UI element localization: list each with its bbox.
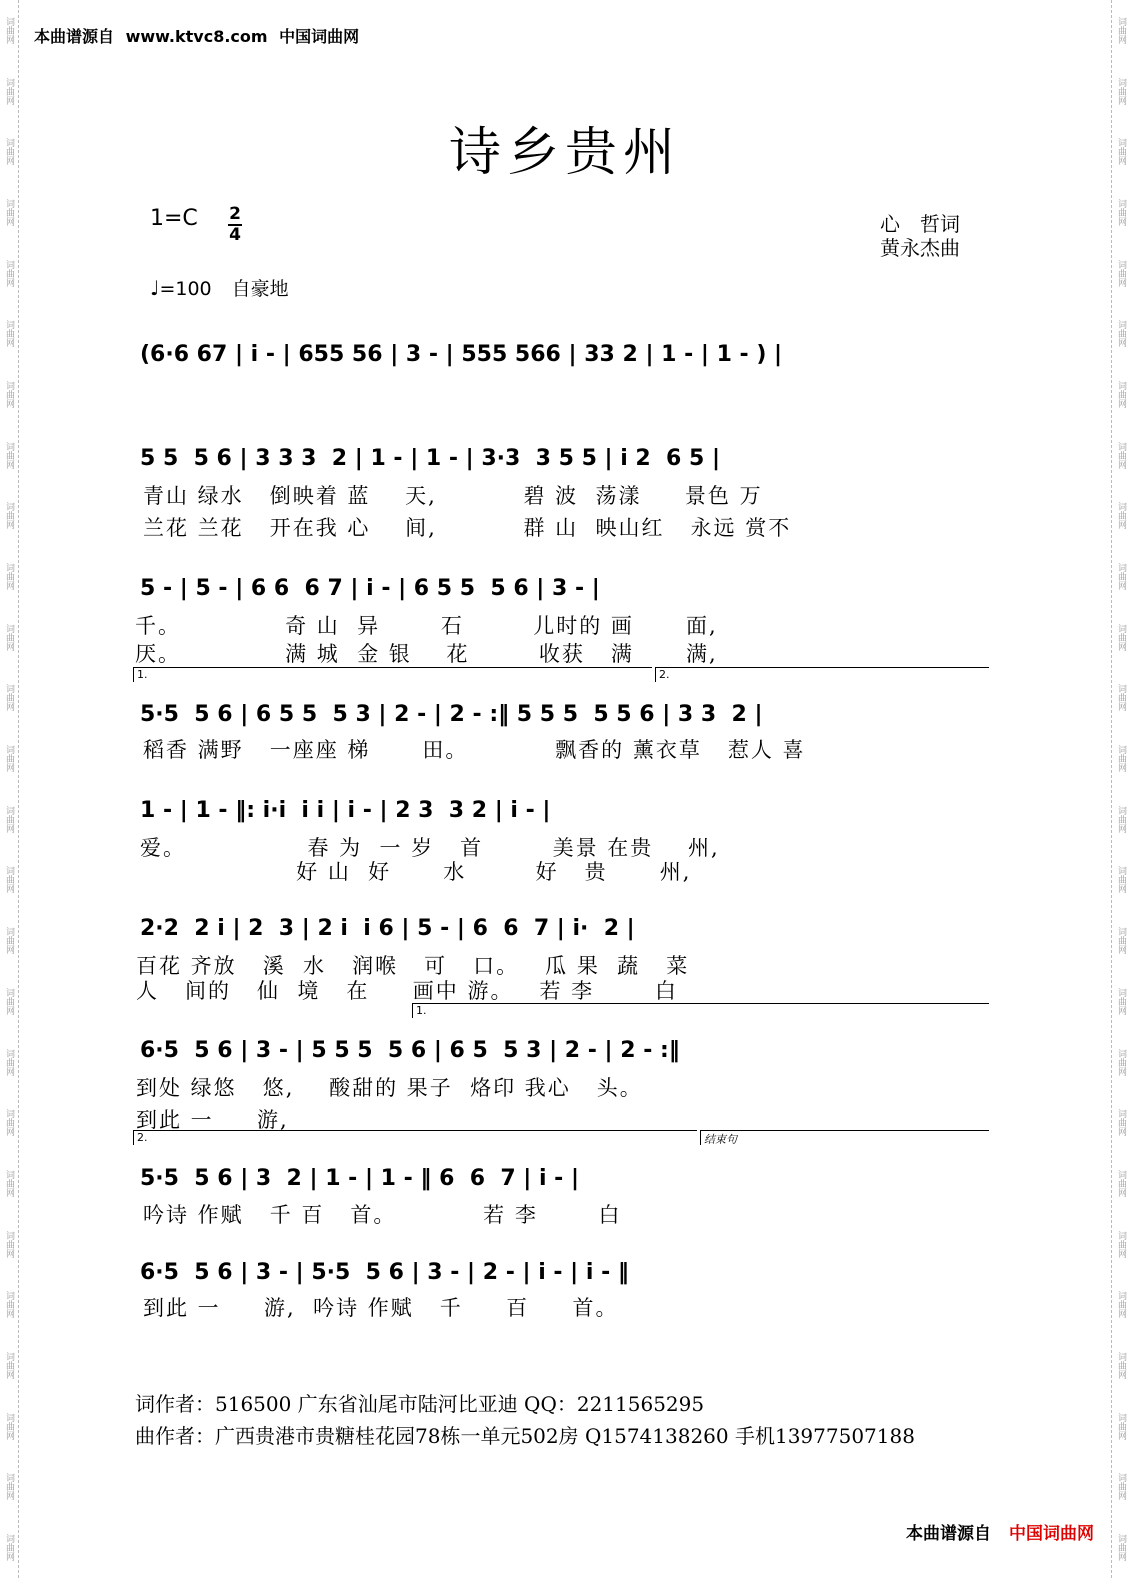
lyrics-verse-1: 到处 绿悠 悠, 酸甜的 果子 烙印 我心 头。 xyxy=(136,1076,643,1100)
source-url[interactable]: www.ktvc8.com xyxy=(125,27,268,46)
footer-site-name[interactable]: 中国词曲网 xyxy=(1009,1524,1094,1544)
score-system xyxy=(140,1254,990,1294)
lyrics-verse-1: 稻香 满野 一座座 梯 田。 飘香的 薰衣草 惹人 喜 xyxy=(143,738,806,762)
watermark-glyph: 词曲网 xyxy=(1116,745,1126,773)
watermark-glyph: 词曲网 xyxy=(1116,684,1126,712)
lyricist-credit: 心 哲词 xyxy=(880,212,960,236)
watermark-glyph: 词曲网 xyxy=(4,987,14,1015)
watermark-glyph: 词曲网 xyxy=(4,563,14,591)
notation-row: 5 5 5 6 | 3 3 3 2 | 1 - | 1 - | 3·3 3 5 5 | i 2 6 5 | xyxy=(140,445,721,471)
score-system xyxy=(140,1032,990,1072)
watermark-glyph: 词曲网 xyxy=(4,259,14,287)
watermark-glyph: 词曲网 xyxy=(4,1169,14,1197)
score-system xyxy=(140,1160,990,1200)
score-system xyxy=(140,440,990,480)
footer-source-label: 本曲谱源自 xyxy=(906,1524,991,1544)
watermark-glyph: 词曲网 xyxy=(4,320,14,348)
source-site-name: 中国词曲网 xyxy=(279,27,360,46)
watermark-glyph: 词曲网 xyxy=(4,1109,14,1137)
watermark-glyph: 词曲网 xyxy=(1116,623,1126,651)
watermark-glyph: 词曲网 xyxy=(4,16,14,44)
score-system xyxy=(140,696,990,736)
key-signature: 1=C xyxy=(150,206,198,231)
watermark-glyph: 词曲网 xyxy=(1116,380,1126,408)
watermark-glyph: 词曲网 xyxy=(1116,987,1126,1015)
volta-first-ending: 1. xyxy=(412,1003,989,1018)
watermark-glyph: 词曲网 xyxy=(1116,441,1126,469)
coda-ending-label: 结束句 xyxy=(700,1130,989,1145)
notation-row: 6·5 5 6 | 3 - | 5·5 5 6 | 3 - | 2 - | i - | i - ‖ xyxy=(140,1259,629,1285)
score-system xyxy=(140,336,990,376)
watermark-glyph: 词曲网 xyxy=(4,866,14,894)
score-system xyxy=(140,792,990,832)
watermark-glyph: 词曲网 xyxy=(1116,1169,1126,1197)
score-system xyxy=(140,570,990,610)
lyrics-verse-1: 爱。 春 为 一 岁 首 美景 在贵 州, xyxy=(140,836,720,860)
lyrics-verse-1: 百花 齐放 溪 水 润喉 可 口。 瓜 果 蔬 菜 xyxy=(136,954,690,978)
watermark-glyph: 词曲网 xyxy=(4,198,14,226)
notation-row: 5·5 5 6 | 3 2 | 1 - | 1 - ‖ 6 6 7 | i - | xyxy=(140,1165,580,1191)
source-label: 本曲谱源自 xyxy=(34,27,115,46)
watermark-glyph: 词曲网 xyxy=(1116,1412,1126,1440)
composer-contact: 曲作者：广西贵港市贵糖桂花园78栋一单元502房 Q1574138260 手机13977507188 xyxy=(135,1424,915,1448)
lyrics-verse-1: 到此 一 游, 吟诗 作赋 千 百 首。 xyxy=(143,1296,619,1320)
expression-mark: 自豪地 xyxy=(231,278,289,300)
watermark-glyph: 词曲网 xyxy=(1116,198,1126,226)
footer-source xyxy=(906,1519,1094,1544)
notation-row: 5·5 5 6 | 6 5 5 5 3 | 2 - | 2 - :‖ 5 5 5 5 5 6 | 3 3 2 | xyxy=(140,701,763,727)
credits xyxy=(880,212,960,260)
notation-row: 2·2 2 i | 2 3 | 2 i i 6 | 5 - | 6 6 7 | i· 2 | xyxy=(140,915,635,941)
watermark-glyph: 词曲网 xyxy=(1116,1351,1126,1379)
volta-first-ending: 1. xyxy=(133,667,652,682)
watermark-glyph: 词曲网 xyxy=(1116,1291,1126,1319)
watermark-glyph: 词曲网 xyxy=(4,77,14,105)
watermark-glyph: 词曲网 xyxy=(4,380,14,408)
watermark-glyph: 词曲网 xyxy=(4,1351,14,1379)
watermark-glyph: 词曲网 xyxy=(1116,320,1126,348)
watermark-glyph: 词曲网 xyxy=(1116,1534,1126,1562)
watermark-glyph: 词曲网 xyxy=(1116,563,1126,591)
watermark-glyph: 词曲网 xyxy=(4,1473,14,1501)
watermark-glyph: 词曲网 xyxy=(4,927,14,955)
watermark-glyph: 词曲网 xyxy=(1116,1109,1126,1137)
lyrics-verse-2: 人 间的 仙 境 在 画中 游。 若 李 白 xyxy=(136,979,678,1003)
lyrics-verse-2: 到此 一 游, xyxy=(136,1108,289,1132)
watermark-glyph: 词曲网 xyxy=(1116,77,1126,105)
header-source xyxy=(34,24,365,47)
time-sig-bottom: 4 xyxy=(229,225,241,245)
watermark-glyph: 词曲网 xyxy=(4,805,14,833)
tempo-value: =100 xyxy=(159,278,212,300)
watermark-glyph: 词曲网 xyxy=(1116,502,1126,530)
watermark-glyph: 词曲网 xyxy=(1116,1048,1126,1076)
watermark-glyph: 词曲网 xyxy=(4,745,14,773)
watermark-glyph: 词曲网 xyxy=(1116,259,1126,287)
notation-row: 5 - | 5 - | 6 6 6 7 | i - | 6 5 5 5 6 | 3 - | xyxy=(140,575,600,601)
watermark-glyph: 词曲网 xyxy=(4,441,14,469)
notation-row: (6·6 67 | i - | 655 56 | 3 - | 555 566 | 33 2 | 1 - | 1 - ) | xyxy=(140,341,783,367)
notation-row: 6·5 5 6 | 3 - | 5 5 5 5 6 | 6 5 5 3 | 2 - | 2 - :‖ xyxy=(140,1037,680,1063)
watermark-glyph: 词曲网 xyxy=(1116,138,1126,166)
watermark-glyph: 词曲网 xyxy=(4,623,14,651)
notation-row: 1 - | 1 - ‖: i·i i i | i - | 2 3 3 2 | i - | xyxy=(140,797,551,823)
watermark-glyph: 词曲网 xyxy=(1116,1230,1126,1258)
watermark-glyph: 词曲网 xyxy=(4,1048,14,1076)
time-signature xyxy=(228,206,242,244)
lyrics-verse-1: 吟诗 作赋 千 百 首。 若 李 白 xyxy=(143,1203,622,1227)
volta-second-ending: 2. xyxy=(133,1130,697,1145)
watermark-glyph: 词曲网 xyxy=(4,1230,14,1258)
lyrics-verse-2: 好 山 好 水 好 贵 州, xyxy=(140,860,692,884)
watermark-glyph: 词曲网 xyxy=(1116,866,1126,894)
quarter-note-icon: ♩ xyxy=(150,276,160,300)
time-sig-top: 2 xyxy=(229,204,241,224)
lyrics-verse-1: 青山 绿水 倒映着 蓝 天, 碧 波 荡漾 景色 万 xyxy=(143,484,763,508)
watermark-glyph: 词曲网 xyxy=(1116,927,1126,955)
watermark-glyph: 词曲网 xyxy=(1116,16,1126,44)
volta-second-ending: 2. xyxy=(655,667,989,682)
watermark-glyph: 词曲网 xyxy=(4,1291,14,1319)
tempo-marking xyxy=(150,274,289,301)
composer-credit: 黄永杰曲 xyxy=(880,236,960,260)
lyrics-verse-2: 厌。 满 城 金 银 花 收获 满 满, xyxy=(135,642,718,666)
lyrics-verse-2: 兰花 兰花 开在我 心 间, 群 山 映山红 永远 赏不 xyxy=(143,516,792,540)
watermark-glyph: 词曲网 xyxy=(4,502,14,530)
watermark-glyph: 词曲网 xyxy=(4,684,14,712)
lyrics-verse-1: 千。 奇 山 异 石 儿时的 画 面, xyxy=(135,614,718,638)
left-watermark-strip xyxy=(0,0,19,1578)
right-watermark-strip xyxy=(1111,0,1130,1578)
watermark-glyph: 词曲网 xyxy=(1116,805,1126,833)
lyricist-contact: 词作者：516500 广东省汕尾市陆河比亚迪 QQ：2211565295 xyxy=(135,1392,705,1416)
watermark-glyph: 词曲网 xyxy=(4,1412,14,1440)
watermark-glyph: 词曲网 xyxy=(4,138,14,166)
score-system xyxy=(140,910,990,950)
watermark-glyph: 词曲网 xyxy=(1116,1473,1126,1501)
watermark-glyph: 词曲网 xyxy=(4,1534,14,1562)
song-title: 诗乡贵州 xyxy=(448,123,681,183)
